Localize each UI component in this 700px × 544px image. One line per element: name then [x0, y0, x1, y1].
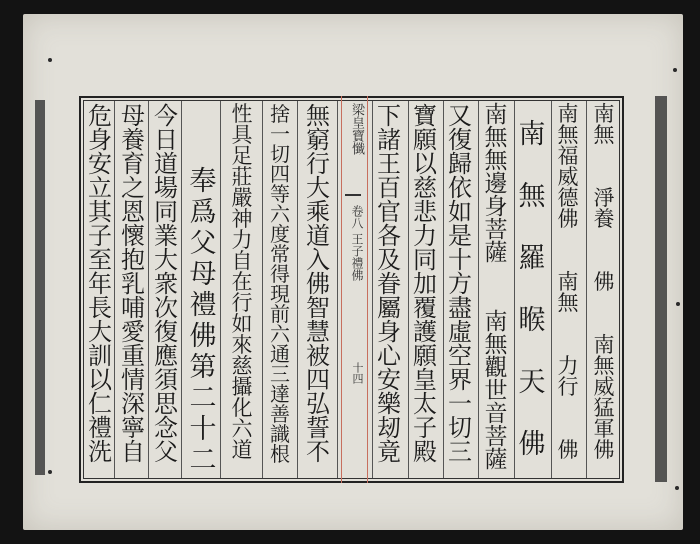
left_page-column: 性 具 足 莊 嚴 神 力 自 在 行 如 來 慈 攝 化 六 道 — [231, 102, 253, 462]
ink-smudge-right — [655, 96, 667, 482]
fold-line-right — [367, 96, 368, 483]
margin-juan-number: 卷八 — [350, 205, 364, 229]
left_page-column: 捨 一 切 四 等 六 度 常 得 現 前 六 通 三 達 善 識 根 — [270, 102, 290, 466]
column-rule — [551, 101, 552, 478]
left_page-column: 危 身 安 立 其 子 至 年 長 大 訓 以 仁 禮 洗 — [88, 102, 112, 466]
binding-hole — [48, 470, 52, 474]
binding-hole — [673, 68, 677, 72]
margin-juan — [345, 205, 363, 281]
column-rule — [181, 101, 182, 478]
left_page-column: 無 窮 行 大 乘 道 入 佛 智 慧 被 四 弘 誓 不 — [306, 102, 330, 466]
left_page-column: 今 日 道 場 同 業 大 衆 次 復 應 須 思 念 父 — [154, 102, 178, 466]
left_page-column: 母 養 育 之 恩 懷 抱 乳 哺 愛 重 情 深 寧 自 — [121, 102, 145, 466]
right_page-column: 下 諸 王 百 官 各 及 眷 屬 身 心 安 樂 刼 竟 — [377, 102, 401, 466]
left_page-column: 奉 爲 父 母 禮 佛 第 二 十 二 — [189, 166, 217, 476]
column-rule — [262, 101, 263, 478]
column-rule — [337, 101, 338, 478]
column-rule — [443, 101, 444, 478]
binding-hole — [675, 486, 679, 490]
ink-smudge-left — [35, 100, 45, 475]
margin-section: 王子禮佛 — [350, 232, 364, 281]
column-rule — [372, 101, 373, 478]
column-rule — [514, 101, 515, 478]
right_page-column: 南 無 淨 養 佛 南 無 威 猛 軍 佛 — [593, 102, 615, 462]
right_page-column: 南 無 羅 睺 天 佛 — [518, 119, 546, 460]
binding-hole — [48, 58, 52, 62]
right_page-column: 又 復 歸 依 如 是 十 方 盡 虛 空 界 一 切 三 — [448, 102, 472, 466]
right_page-column: 南 無 福 威 德 佛 南 無 力 行 佛 — [557, 102, 579, 462]
fold-line-left — [341, 96, 342, 483]
column-rule — [586, 101, 587, 478]
column-rule — [297, 101, 298, 478]
column-rule — [148, 101, 149, 478]
column-rule — [408, 101, 409, 478]
column-rule — [478, 101, 479, 478]
margin-page-number: 十四 — [351, 362, 364, 384]
binding-hole — [676, 302, 680, 306]
right_page-column: 寶 願 以 慈 悲 力 同 加 覆 護 願 皇 太 子 殿 — [413, 102, 437, 466]
margin-title: 梁皇寶懺 — [349, 103, 364, 155]
right_page-column: 南 無 無 邊 身 菩 薩 南 無 觀 世 音 菩 薩 — [484, 102, 508, 473]
column-rule — [220, 101, 221, 478]
